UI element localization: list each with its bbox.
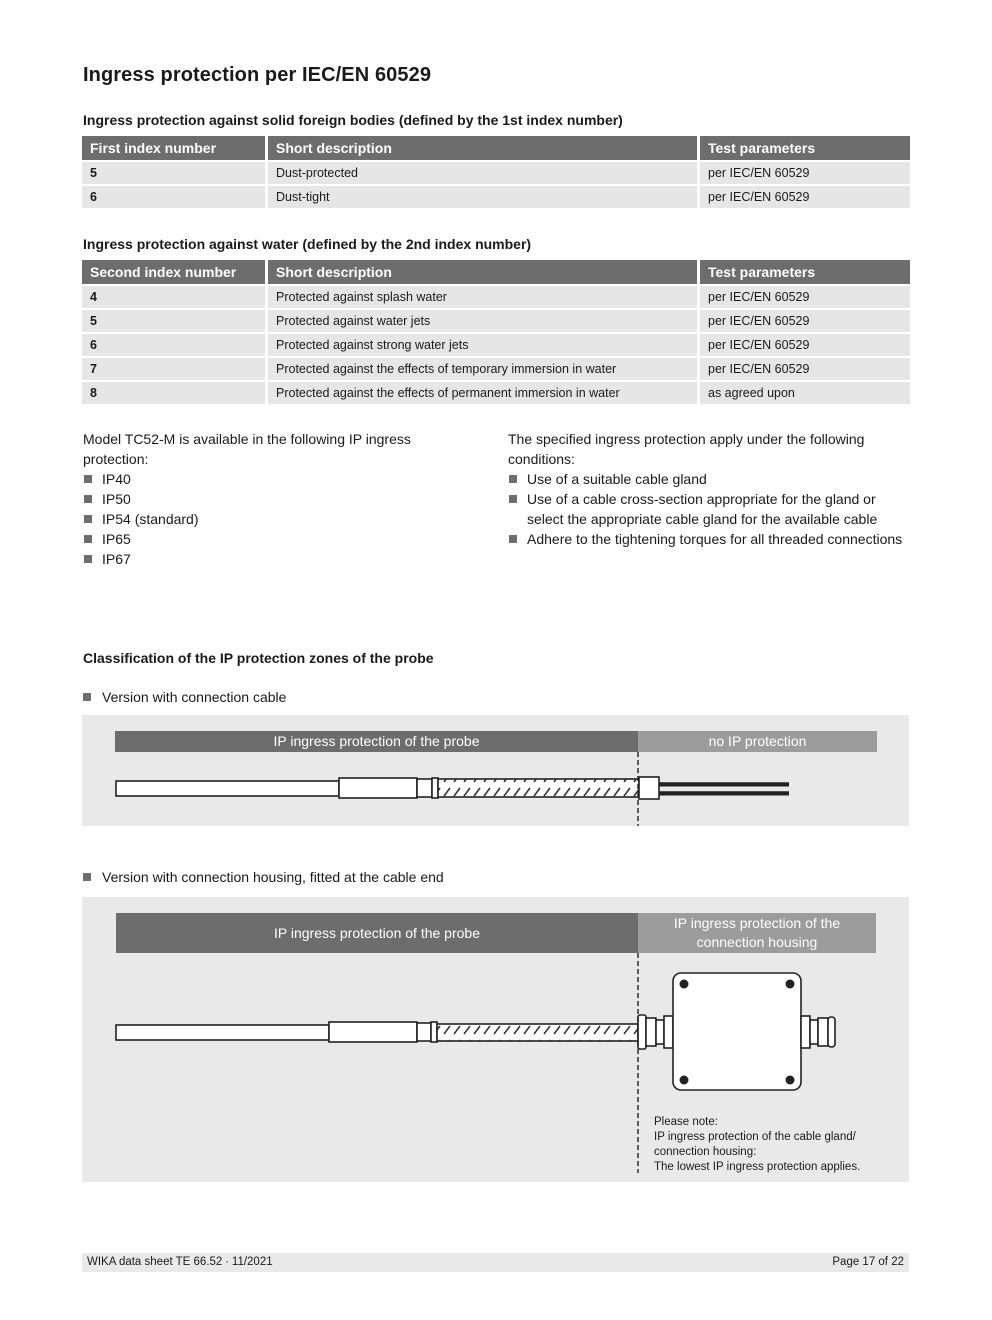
list-item: IP50 (83, 489, 443, 509)
description-cell: Dust-protected (265, 162, 697, 184)
solid-protection-table (82, 134, 910, 210)
description-cell: Protected against the effects of permanent immersion in water (265, 382, 697, 404)
list-item: IP54 (standard) (83, 509, 443, 529)
test-parameter-cell: per IEC/EN 60529 (697, 358, 910, 380)
test-parameter-cell: per IEC/EN 60529 (697, 286, 910, 308)
list-item: Use of a cable cross-section appropriate for the gland or select the appropriate cable gland for the available cable (508, 489, 904, 529)
column-header: Test parameters (697, 260, 910, 284)
square-bullet-icon (84, 555, 92, 563)
test-parameter-cell: per IEC/EN 60529 (697, 186, 910, 208)
table-header-row (82, 136, 910, 160)
index-cell: 6 (82, 186, 265, 208)
table-row (82, 162, 910, 184)
column-header: Second index number (82, 260, 265, 284)
test-parameter-cell: as agreed upon (697, 382, 910, 404)
water-table-heading: Ingress protection against water (defined by the 2nd index number) (83, 236, 532, 252)
test-parameter-cell: per IEC/EN 60529 (697, 162, 910, 184)
list-item: IP65 (83, 529, 443, 549)
ip-availability-intro: Model TC52-M is available in the following IP ingress protection: (83, 431, 411, 467)
datasheet-reference: WIKA data sheet TE 66.52 ∙ 11/2021 (87, 1256, 273, 1268)
index-cell: 5 (82, 162, 265, 184)
square-bullet-icon (83, 873, 91, 881)
housing-zone-label-line2: connection housing (696, 934, 818, 950)
classification-heading: Classification of the IP protection zones of the probe (83, 650, 434, 666)
column-header: Short description (265, 136, 697, 160)
version1-label: Version with connection cable (83, 689, 286, 705)
list-item: Adhere to the tightening torques for all threaded connections (508, 529, 904, 549)
ip-availability-column (83, 429, 443, 569)
housing-version-diagram (82, 897, 909, 1182)
index-cell: 8 (82, 382, 265, 404)
square-bullet-icon (84, 515, 92, 523)
index-cell: 5 (82, 310, 265, 332)
ip-rating-list (83, 469, 443, 569)
solid-table-heading: Ingress protection against solid foreign bodies (defined by the 1st index number) (83, 112, 623, 128)
table-row (82, 186, 910, 208)
conditions-column (508, 429, 904, 549)
page-title: Ingress protection per IEC/EN 60529 (83, 64, 432, 86)
index-cell: 7 (82, 358, 265, 380)
version2-label: Version with connection housing, fitted at the cable end (83, 869, 444, 885)
description-cell: Dust-tight (265, 186, 697, 208)
table-row (82, 334, 910, 356)
list-item: IP40 (83, 469, 443, 489)
list-item: IP67 (83, 549, 443, 569)
square-bullet-icon (83, 693, 91, 701)
square-bullet-icon (509, 495, 517, 503)
probe-with-cable-drawing (82, 715, 909, 826)
table-row (82, 310, 910, 332)
column-header: Short description (265, 260, 697, 284)
conditions-list (508, 469, 904, 549)
conditions-intro: The specified ingress protection apply under the following conditions: (508, 431, 865, 467)
test-parameter-cell: per IEC/EN 60529 (697, 310, 910, 332)
list-item: Use of a suitable cable gland (508, 469, 904, 489)
description-cell: Protected against splash water (265, 286, 697, 308)
page-number: Page 17 of 22 (832, 1256, 904, 1268)
index-cell: 6 (82, 334, 265, 356)
test-parameter-cell: per IEC/EN 60529 (697, 334, 910, 356)
table-header-row (82, 260, 910, 284)
description-cell: Protected against the effects of temporary immersion in water (265, 358, 697, 380)
probe-zone-bar: IP ingress protection of the probe (116, 913, 638, 953)
housing-zone-label-line1: IP ingress protection of the (673, 915, 841, 931)
table-row (82, 382, 910, 404)
column-header: Test parameters (697, 136, 910, 160)
column-header: First index number (82, 136, 265, 160)
probe-zone-bar: IP ingress protection of the probe (115, 731, 638, 752)
page-footer (82, 1253, 909, 1272)
description-cell: Protected against water jets (265, 310, 697, 332)
square-bullet-icon (509, 475, 517, 483)
table-row (82, 286, 910, 308)
please-note-text: Please note: IP ingress protection of the cable gland/ connection housing: The lowest IP ingress protection applies. (654, 1116, 861, 1173)
table-row (82, 358, 910, 380)
square-bullet-icon (84, 535, 92, 543)
description-cell: Protected against strong water jets (265, 334, 697, 356)
cable-version-diagram (82, 715, 909, 826)
index-cell: 4 (82, 286, 265, 308)
square-bullet-icon (84, 475, 92, 483)
square-bullet-icon (84, 495, 92, 503)
square-bullet-icon (509, 535, 517, 543)
no-protection-zone-bar: no IP protection (638, 731, 877, 752)
water-protection-table (82, 258, 910, 406)
